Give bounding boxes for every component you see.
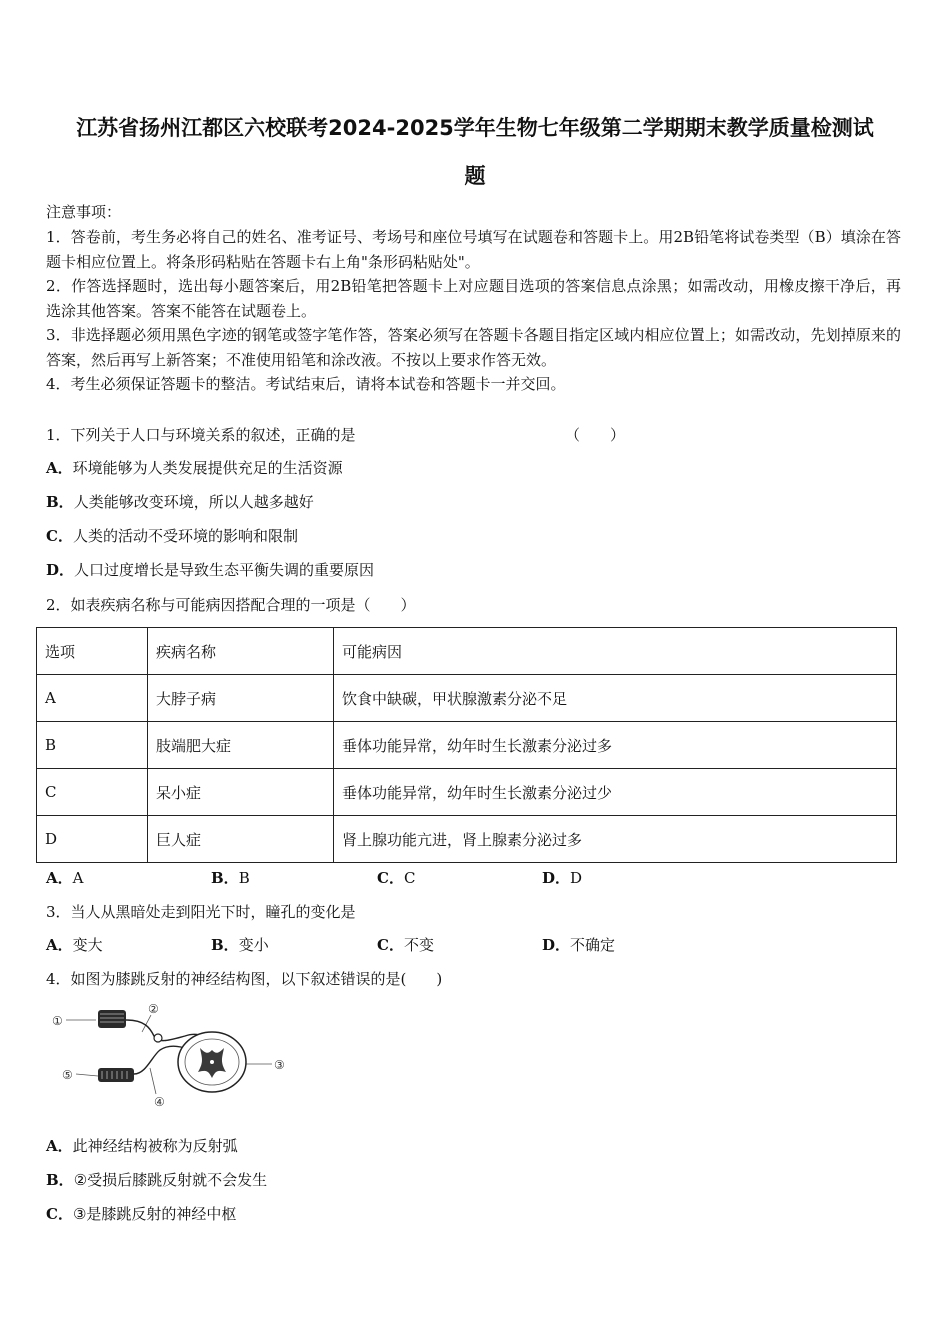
option-text: 变小 [238,936,269,954]
notice-item: 3．非选择题必须用黑色字迹的钢笔或签字笔作答，答案必须写在答题卡各题目指定区域内相应位置上；如需改动，先划掉原来的答案，然后再写上新答案；不准使用铅笔和涂改液。不按以上要求作答无效。 [46,326,901,369]
option-text: 人口过度增长是导致生态平衡失调的重要原因 [74,561,375,579]
table-cell: 垂体功能异常，幼年时生长激素分泌过多 [334,722,897,769]
question-2-stem: 2．如表疾病名称与可能病因搭配合理的一项是（ ） [46,596,416,614]
table-row [37,675,897,722]
question-4-option-c [46,1202,236,1226]
question-1-option-a [46,456,343,480]
option-label: C． [377,936,404,954]
option-label: A． [46,869,73,887]
option-text: A [72,869,84,887]
option-label: D． [46,561,75,579]
option-text: 人类的活动不受环境的影响和限制 [72,527,298,545]
table-header-row [37,628,897,675]
question-1-option-b [46,490,314,514]
table-cell: 垂体功能异常，幼年时生长激素分泌过少 [334,769,897,816]
table-cell: 大脖子病 [148,675,334,722]
choice-b [211,866,250,890]
question-3-stem: 3．当人从黑暗处走到阳光下时，瞳孔的变化是 [46,903,356,921]
question-1-option-d [46,558,374,582]
choice-c [377,933,434,957]
choice-a [46,866,83,890]
notice-item: 2．作答选择题时，选出每小题答案后，用2B铅笔把答题卡上对应题目选项的答案信息点涂黑；如需改动，用橡皮擦干净后，再选涂其他答案。答案不能答在试题卷上。 [46,277,901,320]
table-cell: C [37,769,148,816]
question-4-option-a [46,1134,238,1158]
option-text: ③是膝跳反射的神经中枢 [72,1205,237,1223]
option-label: B． [211,869,239,887]
ganglion-icon [154,1034,162,1042]
question-2-choices [46,866,746,890]
option-text: 不变 [403,936,434,954]
notice-item: 4．考生必须保证答题卡的整洁。考试结束后，请将本试卷和答题卡一并交回。 [46,375,566,393]
table-cell: B [37,722,148,769]
figure-label-3: ③ [274,1058,285,1072]
choice-c [377,866,415,890]
question-4-option-b [46,1168,267,1192]
option-text: B [238,869,250,887]
option-label: B． [46,493,74,511]
option-label: C． [46,527,73,545]
figure-label-1: ① [52,1014,63,1028]
table-cell: 肾上腺功能亢进，肾上腺素分泌过多 [334,816,897,863]
figure-label-5: ⑤ [62,1068,73,1082]
choice-a [46,933,103,957]
table-header-cell: 疾病名称 [148,628,334,675]
option-label: A． [46,1137,73,1155]
question-1-stem: 1．下列关于人口与环境关系的叙述，正确的是 [46,426,356,444]
choice-d [542,933,615,957]
option-label: A． [46,459,73,477]
table-row [37,722,897,769]
question-4-stem: 4．如图为膝跳反射的神经结构图，以下叙述错误的是( ) [46,970,443,988]
table-header-cell: 选项 [37,628,148,675]
table-cell: 肢端肥大症 [148,722,334,769]
table-cell: 巨人症 [148,816,334,863]
table-row [37,769,897,816]
option-label: C． [377,869,404,887]
notice-item: 1．答卷前，考生务必将自己的姓名、准考证号、考场号和座位号填写在试题卷和答题卡上。用2B铅笔将试卷类型（B）填涂在答题卡相应位置上。将条形码粘贴在答题卡右上角"条形码粘贴处"。 [46,228,901,271]
page-title: 江苏省扬州江都区六校联考2024-2025学年生物七年级第二学期期末教学质量检测试 [76,116,874,140]
option-text: ②受损后膝跳反射就不会发生 [73,1171,268,1189]
question-3-choices [46,933,746,957]
option-label: A． [46,936,73,954]
table-cell: 呆小症 [148,769,334,816]
notice-heading: 注意事项： [46,203,122,221]
table-cell: 饮食中缺碳，甲状腺激素分泌不足 [334,675,897,722]
option-label: D． [542,869,571,887]
option-text: D [570,869,583,887]
table-row [37,816,897,863]
receptor-block [98,1010,126,1028]
spinal-cord-icon [178,1032,246,1092]
table-cell: A [37,675,148,722]
option-text: 此神经结构被称为反射弧 [72,1137,238,1155]
option-text: 人类能够改变环境，所以人越多越好 [73,493,314,511]
figure-label-4: ④ [154,1095,165,1109]
option-text: C [403,869,416,887]
knee-jerk-reflex-arc-figure [50,998,290,1110]
table-cell: D [37,816,148,863]
option-text: 变大 [72,936,103,954]
question-1-answer-paren: （ ） [565,426,626,444]
table-header-cell: 可能病因 [334,628,897,675]
effector-block [98,1068,134,1082]
page-title-continued: 题 [464,164,486,188]
option-label: D． [542,936,571,954]
option-text: 不确定 [570,936,616,954]
option-label: B． [211,936,239,954]
question-1-option-c [46,524,298,548]
option-text: 环境能够为人类发展提供充足的生活资源 [72,459,343,477]
option-label: B． [46,1171,74,1189]
choice-b [211,933,269,957]
figure-label-2: ② [148,1002,159,1016]
option-label: C． [46,1205,73,1223]
disease-table [36,627,897,863]
choice-d [542,866,582,890]
